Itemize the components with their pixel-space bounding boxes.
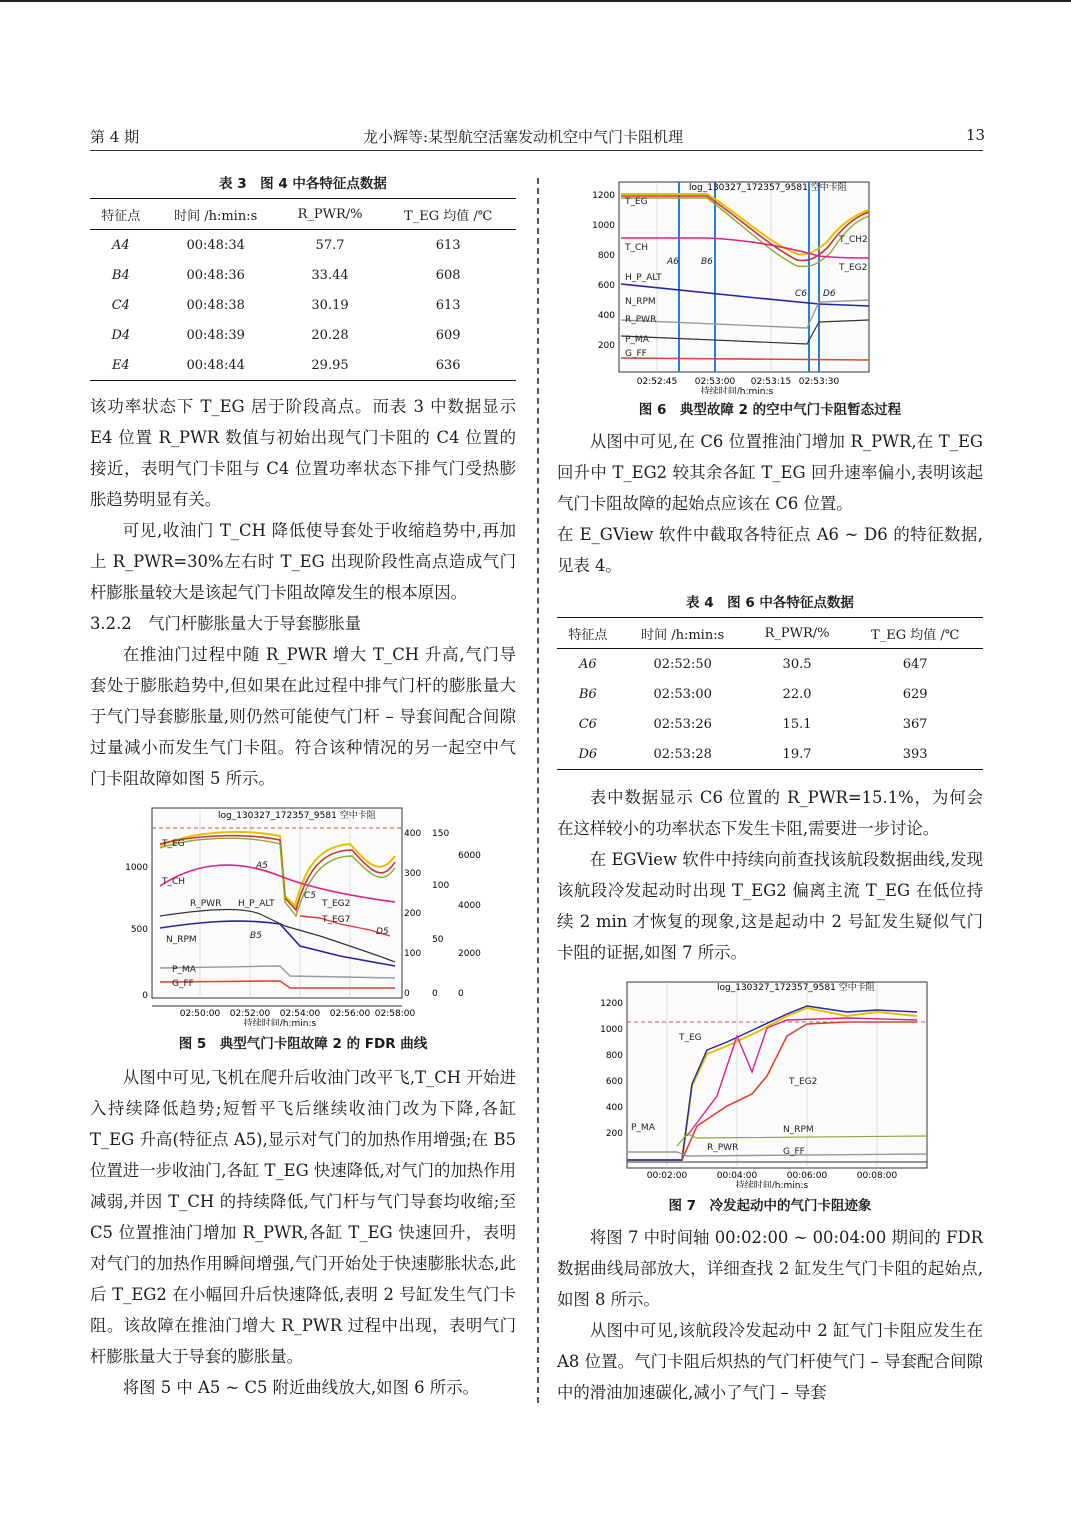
table-cell: 00:48:34 (186, 237, 245, 253)
fig7-xtick: 00:02:00 (646, 1171, 688, 1181)
table-cell: 22.0 (782, 686, 812, 702)
paragraph-text: 可见,收油门 T_CH 降低使导套处于收缩趋势中,再加上 R_PWR=30%左右时 T_EG 出现阶段性高点造成气门杆膨胀量较大是该起气门卡阻故障发生的根本原因。 (90, 521, 516, 602)
table-row (90, 260, 516, 290)
fig5-label: T_EG (162, 839, 185, 849)
table-cell: 15.1 (782, 716, 812, 732)
paragraph (557, 782, 983, 844)
table-cell: 02:52:50 (653, 656, 712, 672)
paragraph (557, 426, 983, 519)
table-row (90, 230, 516, 261)
fig6-ytick: 1200 (592, 191, 615, 201)
table-cell: 02:53:00 (653, 686, 712, 702)
fig7-ytick: 1200 (600, 999, 623, 1009)
section-heading: 3.2.2 气门杆膨胀量大于导套膨胀量 (90, 614, 362, 633)
paragraph-text: 在推油门过程中随 R_PWR 增大 T_CH 升高,气门导套处于膨胀趋势中,但如果在此过程中排气门杆的膨胀量大于气门导套膨胀量,则仍然可能使气门杆 – 导套间配合间隙过量减小而发生气门卡阻。符合该种情况的另一起空中气门卡阻故障如图 5 所示。 (90, 645, 516, 788)
table-row (557, 739, 983, 770)
fig6-label: H_P_ALT (625, 273, 662, 283)
figure-5 (90, 806, 516, 1026)
fig7-legend-title: log_130327_172357_9581 空中卡阻 (717, 983, 875, 993)
table-cell: B4 (111, 267, 130, 283)
table-cell: B6 (578, 686, 597, 702)
table-cell: 57.7 (315, 237, 345, 253)
table-cell: 393 (847, 739, 983, 770)
table4-header: 特征点 (557, 618, 619, 649)
fig5-y2tick: 100 (404, 949, 422, 959)
paragraph-text: 该功率状态下 T_EG 居于阶段高点。而表 3 中数据显示 E4 位置 R_PWR 数值与初始出现气门卡阻的 C4 位置的接近，表明气门卡阻与 C4 位置功率状态下排气门受热膨胀趋势明显有关。 (90, 397, 516, 509)
fig5-ytick: 0 (142, 991, 148, 1001)
fig6-label: B6 (701, 257, 713, 267)
table-cell: 00:48:36 (186, 267, 245, 283)
fig6-ytick: 600 (597, 281, 615, 291)
paragraph (90, 1372, 516, 1403)
fig5-label: A5 (256, 861, 268, 871)
fig7-ytick: 1000 (600, 1025, 623, 1035)
paragraph-text: 在 EGView 软件中持续向前查找该航段数据曲线,发现该航段冷发起动时出现 T_EG2 偏离主流 T_EG 在低位持续 2 min 才恢复的现象,这是起动中 2 号缸发生疑似气门卡阻的证据,如图 7 所示。 (557, 850, 983, 962)
fig6-xtick: 02:53:15 (750, 377, 792, 387)
fig7-xtick: 00:04:00 (716, 1171, 758, 1181)
table-cell: 367 (902, 716, 928, 732)
table-row (557, 709, 983, 739)
fig6-caption: 图 6 典型故障 2 的空中气门卡阻暂态过程 (638, 402, 902, 418)
fig6-ytick: 1000 (592, 221, 615, 231)
top-rule (0, 0, 1071, 2)
table4-header: R_PWR/% (747, 618, 848, 649)
table-cell: 30.5 (782, 656, 812, 672)
table-cell: 33.44 (311, 267, 349, 283)
fig7-label: R_PWR (707, 1143, 739, 1153)
table-cell: 609 (435, 327, 461, 343)
fig5-y4tick: 0 (458, 989, 464, 999)
fig6-label: T_EG (625, 197, 648, 207)
table4-header: T_EG 均值 /℃ (847, 618, 983, 649)
table4-header: 时间 /h:min:s (619, 618, 747, 649)
fig5-y3tick: 50 (432, 935, 444, 945)
paragraph-text: 从图中可见,飞机在爬升后收油门改平飞,T_CH 开始进入持续降低趋势;短暂平飞后继续收油门改为下降,各缸 T_EG 升高(特征点 A5),显示对气门的加热作用增强;在 B5 位置进一步收油门,各缸 T_EG 快速降低,对气门的加热作用减弱,并因 T_CH 的持续降低,气门杆与气门导套均收缩;至 C5 位置推油门增加 R_PWR,各缸 T_EG 快速回升，表明对气门的加热作用瞬间增强,气门开始处于快速膨胀状态,此后 T_EG2 在小幅回升后快速降低,表明 2 号缸发生气门卡阻。该故障在推油门增大 R_PWR 过程中出现，表明气门杆膨胀量大于导套的膨胀量。 (90, 1068, 516, 1366)
fig5-y2tick: 300 (404, 869, 422, 879)
fig6-label: C6 (795, 289, 808, 299)
fig6-label: D6 (823, 289, 836, 299)
table4-caption: 表 4 图 6 中各特征点数据 (686, 595, 854, 611)
fig5-y4tick: 2000 (458, 949, 481, 959)
table-cell: 636 (380, 350, 516, 381)
fig6-xtick: 02:53:30 (798, 377, 840, 387)
table3-header: R_PWR/% (280, 199, 381, 230)
fig5-y3tick: 0 (432, 989, 438, 999)
fig6-label: G_FF (625, 349, 647, 359)
paragraph (90, 391, 516, 515)
fig5-label: T_EG2 (322, 899, 351, 909)
paragraph (557, 1315, 983, 1408)
fig7-label: P_MA (631, 1123, 655, 1133)
table-cell: E4 (90, 350, 152, 381)
fig7-label: N_RPM (783, 1125, 814, 1135)
table3-header: 特征点 (90, 199, 152, 230)
fig5-y2tick: 0 (404, 989, 410, 999)
fig5-label: R_PWR (190, 899, 222, 909)
fig6-label: T_CH (625, 243, 649, 253)
fig5-xtick: 02:56:00 (329, 1009, 371, 1019)
fig5-label: C5 (304, 891, 317, 901)
fig7-ytick: 600 (605, 1077, 623, 1087)
table-cell: 608 (435, 267, 461, 283)
fig6-label: R_PWR (625, 315, 657, 325)
table-cell: C6 (578, 716, 597, 732)
paragraph (557, 1222, 983, 1315)
table-cell: 00:48:44 (152, 350, 280, 381)
table-row (90, 320, 516, 350)
fig5-label: D5 (376, 927, 389, 937)
running-title: 龙小辉等:某型航空活塞发动机空中气门卡阻机理 (363, 128, 684, 146)
fig5-y3tick: 150 (432, 829, 450, 839)
paragraph-text: 表中数据显示 C6 位置的 R_PWR=15.1%，为何会在这样较小的功率状态下发生卡阻,需要进一步讨论。 (557, 788, 983, 838)
table-cell: 02:53:26 (653, 716, 712, 732)
fig7-ytick: 800 (605, 1051, 623, 1061)
fig5-label: G_FF (172, 979, 194, 989)
paragraph (90, 639, 516, 794)
table-cell: 20.28 (311, 327, 349, 343)
table-cell: 30.19 (311, 297, 349, 313)
fig6-ytick: 400 (597, 311, 615, 321)
table-cell: D4 (111, 327, 131, 343)
paragraph (557, 844, 983, 968)
fig5-label: T_EG7 (322, 915, 351, 925)
fig5-label: T_CH (162, 877, 186, 887)
left-column (90, 172, 516, 1403)
fig7-xtick: 00:08:00 (856, 1171, 898, 1181)
fig6-xtick: 02:53:00 (694, 377, 736, 387)
paragraph (557, 519, 983, 581)
fig5-label: B5 (250, 931, 262, 941)
column-divider (537, 178, 539, 1403)
issue-number: 第 4 期 (90, 128, 140, 146)
table3-header: T_EG 均值 /℃ (380, 199, 516, 230)
fig6-ytick: 200 (597, 341, 615, 351)
page-number: 13 (966, 126, 986, 144)
table-row (90, 350, 516, 381)
table3-caption: 表 3 图 4 中各特征点数据 (219, 176, 387, 192)
fig5-xtick: 02:50:00 (179, 1009, 221, 1019)
table-cell: 647 (902, 656, 928, 672)
fig5-y2tick: 200 (404, 909, 422, 919)
fig7-ytick: 400 (605, 1103, 623, 1113)
table-cell: 613 (435, 297, 461, 313)
fig5-label: N_RPM (166, 935, 197, 945)
table-cell: 29.95 (280, 350, 381, 381)
fig5-xtick: 02:54:00 (279, 1009, 321, 1019)
table-cell: 02:53:28 (619, 739, 747, 770)
figure-7 (557, 976, 983, 1188)
fig7-xtick: 00:06:00 (786, 1171, 828, 1181)
fig6-chart (557, 172, 983, 394)
fig6-label: N_RPM (625, 297, 656, 307)
table-cell: 613 (435, 237, 461, 253)
fig6-ytick: 800 (597, 251, 615, 261)
figure-6 (557, 172, 983, 394)
fig5-label: H_P_ALT (238, 899, 275, 909)
fig6-xtick: 02:52:45 (636, 377, 678, 387)
table3-header: 时间 /h:min:s (152, 199, 280, 230)
table-cell: C4 (111, 297, 130, 313)
header-rule (90, 150, 983, 151)
fig5-ytick: 500 (130, 925, 148, 935)
table-row (90, 290, 516, 320)
fig7-label: G_FF (783, 1147, 805, 1157)
fig5-y4tick: 6000 (458, 851, 481, 861)
paragraph-text: 将图 7 中时间轴 00:02:00 ~ 00:04:00 期间的 FDR 数据曲线局部放大，详细查找 2 缸发生气门卡阻的起始点,如图 8 所示。 (557, 1228, 983, 1309)
fig5-label: P_MA (172, 965, 196, 975)
table-cell: 00:48:39 (186, 327, 245, 343)
fig5-caption: 图 5 典型气门卡阻故障 2 的 FDR 曲线 (178, 1036, 428, 1052)
paragraph-text: 从图中可见,在 C6 位置推油门增加 R_PWR,在 T_EG 回升中 T_EG2 较其余各缸 T_EG 回升速率偏小,表明该起气门卡阻故障的起始点应该在 C6 位置。 (557, 432, 983, 513)
table-row (557, 679, 983, 709)
paragraph-text: 在 E_GView 软件中截取各特征点 A6 ~ D6 的特征数据,见表 4。 (557, 525, 983, 575)
table-cell: A4 (111, 237, 130, 253)
table-cell: D6 (557, 739, 619, 770)
fig7-xlabel: 持续时间/h:min:s (735, 1181, 809, 1188)
table-cell: 629 (902, 686, 928, 702)
fig7-label: T_EG2 (789, 1077, 818, 1087)
paragraph-text: 将图 5 中 A5 ~ C5 附近曲线放大,如图 6 所示。 (122, 1378, 479, 1397)
fig5-y4tick: 4000 (458, 901, 481, 911)
fig6-label: A6 (667, 257, 679, 267)
fig6-legend-title: log_130327_172357_9581 空中卡阻 (689, 183, 847, 193)
fig7-label: T_EG (679, 1033, 702, 1043)
fig5-legend-title: log_130327_172357_9581 空中卡阻 (218, 811, 376, 821)
fig5-xtick: 02:58:00 (374, 1009, 416, 1019)
paragraph (90, 515, 516, 608)
fig6-label: P_MA (625, 335, 649, 345)
paragraph-text: 从图中可见,该航段冷发起动中 2 缸气门卡阻应发生在 A8 位置。气门卡阻后炽热的气门杆使气门 – 导套配合间隙中的滑油加速碳化,减小了气门 – 导套 (557, 1321, 983, 1402)
fig6-label: T_EG2 (839, 263, 868, 273)
fig5-xlabel: 持续时间/h:min:s (243, 1019, 317, 1026)
fig7-chart (557, 976, 983, 1188)
table-cell: 19.7 (747, 739, 848, 770)
table3 (90, 198, 516, 381)
right-column (557, 172, 983, 1408)
fig7-caption: 图 7 冷发起动中的气门卡阻迹象 (668, 1198, 872, 1214)
table-cell: A6 (578, 656, 597, 672)
table4 (557, 617, 983, 770)
table-row (557, 649, 983, 680)
fig5-xtick: 02:52:00 (229, 1009, 271, 1019)
fig5-chart (90, 806, 516, 1026)
fig6-xlabel: 持续时间/h:min:s (700, 387, 774, 394)
fig6-label: T_CH2 (839, 235, 868, 245)
fig5-ytick: 1000 (125, 863, 148, 873)
fig7-ytick: 200 (605, 1129, 623, 1139)
fig5-y3tick: 100 (432, 881, 450, 891)
table-cell: 00:48:38 (186, 297, 245, 313)
fig5-y2tick: 400 (404, 829, 422, 839)
paragraph (90, 1062, 516, 1372)
